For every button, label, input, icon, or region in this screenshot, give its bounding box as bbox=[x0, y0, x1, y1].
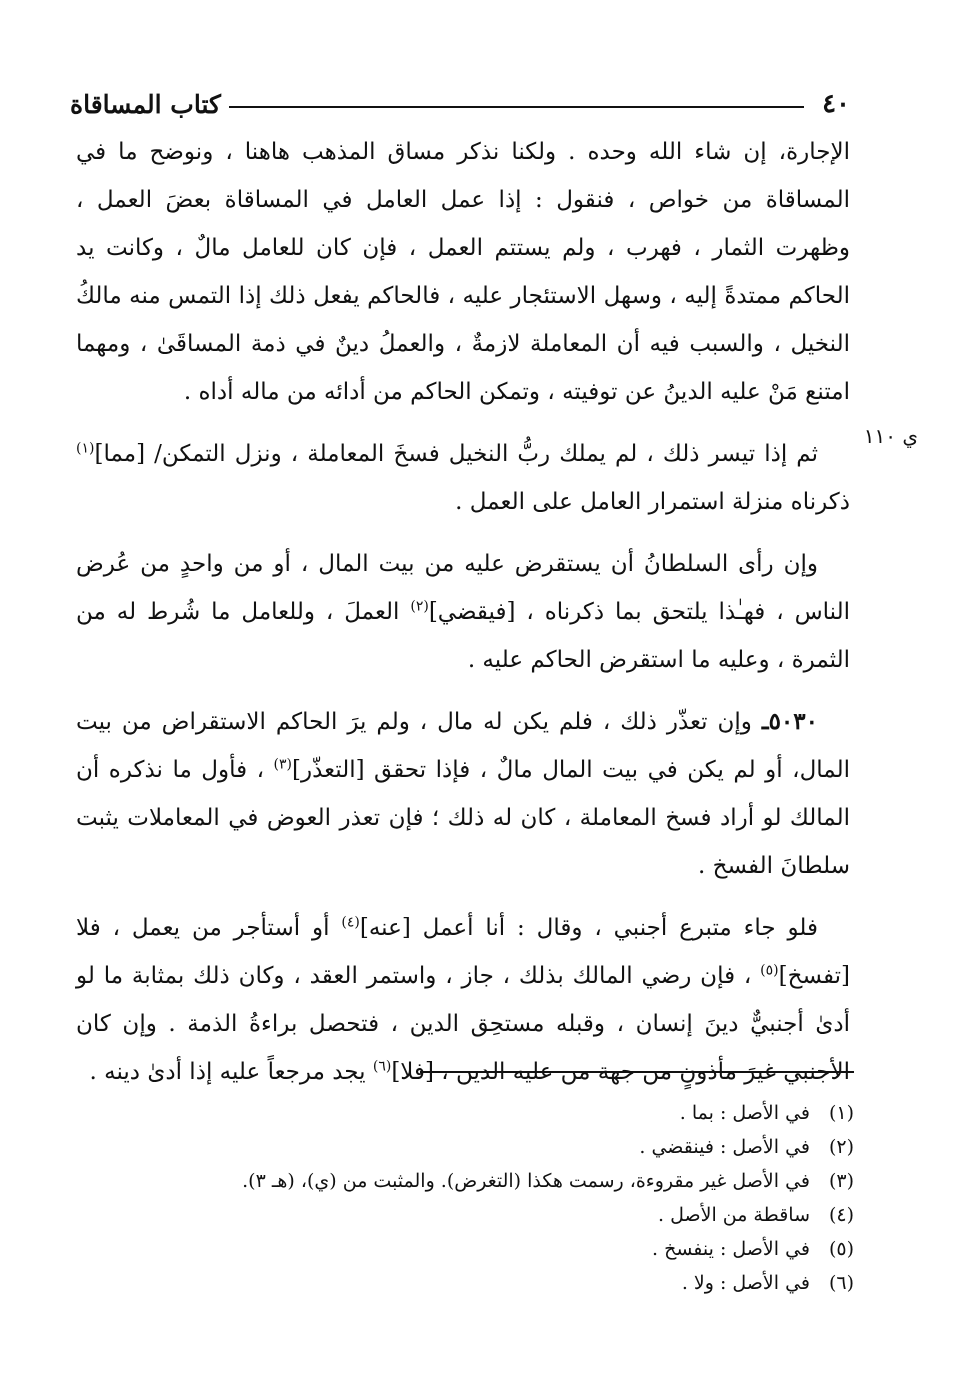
footnote bbox=[160, 1130, 854, 1164]
footnote bbox=[160, 1198, 854, 1232]
footnote-ref-4: (٤) bbox=[341, 914, 360, 931]
footnotes bbox=[160, 1096, 854, 1300]
paragraph-2-text-b: ذكرناه منزلة استمرار العامل على العمل . bbox=[455, 489, 850, 515]
footnote bbox=[160, 1232, 854, 1266]
footnote-ref-1: (١) bbox=[76, 440, 95, 457]
footnote-text: في الأصل غير مقروءة، رسمت هكذا (التغرض). والمثبت من (ي)، (هـ ٣). bbox=[242, 1170, 810, 1192]
paragraph-3-text-b: العملَ ، وللعامل ما شُرط له من الثمرة ، وعليه ما استقرض الحاكم عليه . bbox=[76, 599, 850, 673]
main-text bbox=[76, 128, 850, 1110]
footnote-number: (٥) bbox=[828, 1238, 854, 1260]
header-rule bbox=[229, 106, 804, 108]
paragraph-1-text: الإجارة، إن شاء الله وحده . ولكنا نذكر مساق المذهب هاهنا ، ونوضح ما في المساقاة من خواص ، فنقول : إذا عمل العامل في المساقاة بعضَ العمل ، وظهرت الثمار ، فهرب ، ولم يستتم العمل ، فإن كان للعامل مالٌ ، وكانت يد الحاكم ممتدةً إليه ، وسهل الاستئجار عليه ، فالحاكم يفعل ذلك إذا التمس منه مالكُ النخيل ، والسبب فيه أن المعاملة لازمةٌ ، والعملُ دينٌ في ذمة المساقَىٰ ، ومهما امتنع مَنْ عليه الدينُ عن توفيته ، وتمكن الحاكم من أدائه من ماله أداه . bbox=[76, 139, 850, 405]
footnote-text: ساقطة من الأصل . bbox=[658, 1204, 810, 1226]
footnote-number: (١) bbox=[828, 1102, 854, 1124]
footnote bbox=[160, 1164, 854, 1198]
footnote bbox=[160, 1096, 854, 1130]
page-number: ٤٠ bbox=[822, 89, 850, 119]
paragraph-5-text-a: فلو جاء متبرع أجنبي ، وقال : أنا أعمل [عنه] bbox=[359, 915, 818, 941]
book-title: كتاب المساقاة bbox=[70, 89, 221, 119]
paragraph-1 bbox=[76, 128, 850, 416]
footnote-ref-2: (٢) bbox=[410, 598, 429, 615]
paragraph-3-text-a: وإن رأى السلطانُ أن يستقرض عليه من بيت المال ، أو من واحدٍ من عُرض الناس ، فهـٰذا يلتحق بما ذكرناه ، [فيقضي] bbox=[76, 551, 850, 625]
paragraph-2-text-a: ثم إذا تيسر ذلك ، لم يملك ربُّ النخيل فسخَ المعاملة ، ونزل التمكن/ [مما] bbox=[94, 441, 818, 467]
footnote-ref-3: (٣) bbox=[273, 756, 292, 773]
footnote-text: في الأصل : ولا . bbox=[681, 1272, 810, 1294]
footnote-ref-5: (٥) bbox=[760, 962, 779, 979]
footnote-separator bbox=[420, 1071, 854, 1073]
paragraph-5-text-b: أو أستأجر من يعمل ، فلا [تفسخ] bbox=[76, 915, 850, 989]
page-header bbox=[70, 84, 850, 124]
footnote-number: (٦) bbox=[828, 1272, 854, 1294]
section-number: ٥٠٣٠ـ bbox=[761, 708, 818, 735]
footnote-text: في الأصل : بما . bbox=[679, 1102, 810, 1124]
paragraph-2 bbox=[76, 430, 850, 526]
paragraph-4-text-b: ، فأول ما نذكره أن المالك لو أراد فسخ المعاملة ، كان له ذلك ؛ فإن تعذر العوض في المعاملات يثبت سلطانَ الفسخ . bbox=[76, 757, 850, 879]
paragraph-4-text-a: وإن تعذّر ذلك ، فلم يكن له مال ، ولم يرَ الحاكم الاستقراض من بيت المال، أو لم يكن في بيت المال مالٌ ، فإذا تحقق [التعذّر] bbox=[76, 709, 850, 783]
footnote-number: (٢) bbox=[828, 1136, 854, 1158]
footnote-text: في الأصل : فينقضي . bbox=[639, 1136, 810, 1158]
footnote-number: (٣) bbox=[828, 1170, 854, 1192]
footnote-text: في الأصل : ينفسخ . bbox=[651, 1238, 810, 1260]
footnote-ref-6: (٦) bbox=[372, 1058, 392, 1075]
paragraph-3 bbox=[76, 540, 850, 684]
paragraph-5-text-c: ، فإن رضي المالك بذلك ، جاز ، واستمر العقد ، وكان ذلك بمثابة ما لو أدىٰ أجنبيٌّ دينَ إنسان ، وقبله مستحِق الدين ، فتحصل براءةُ الذمة . وإن كان الأجنبي غيرَ مأذونٍ من جهة من عليه الدين ، [فلا] bbox=[76, 963, 850, 1085]
footnote bbox=[160, 1266, 854, 1300]
footnote-number: (٤) bbox=[828, 1204, 854, 1226]
paragraph-5-text-d: يجد مرجعاً عليه إذا أدىٰ دينه . bbox=[89, 1059, 373, 1085]
margin-page-reference: ي ١١٠ bbox=[863, 424, 918, 448]
paragraph-4 bbox=[76, 698, 850, 890]
paragraph-5 bbox=[76, 904, 850, 1096]
